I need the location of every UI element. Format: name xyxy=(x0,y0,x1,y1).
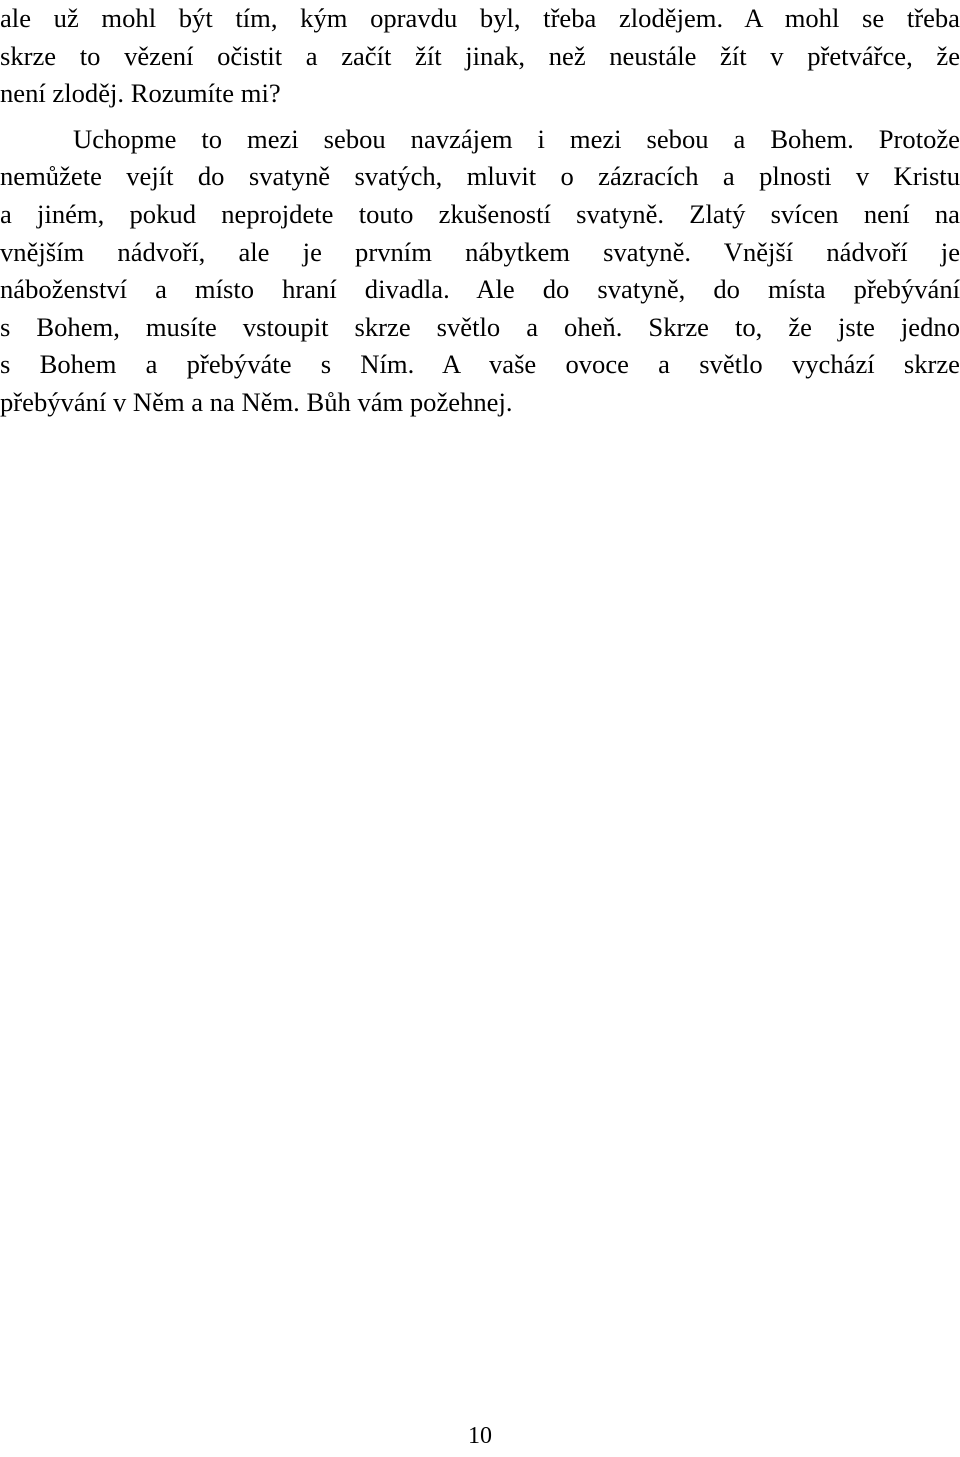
text-line: s Bohem, musíte vstoupit skrze světlo a oheň. Skrze to, že jste jedno xyxy=(0,311,960,342)
text-line: ale už mohl být tím, kým opravdu byl, třeba zlodějem. A mohl se třeba xyxy=(0,3,960,33)
paragraph-gap xyxy=(0,113,960,121)
text-line: a jiném, pokud neprojdete touto zkušeností svatyně. Zlatý svícen není na xyxy=(0,198,960,229)
text-line: skrze to vězení očistit a začít žít jinak, než neustále žít v přetvářce, že xyxy=(0,40,960,71)
page-text xyxy=(0,0,960,422)
text-line: Uchopme to mezi sebou navzájem i mezi sebou a Bohem. Protože xyxy=(73,123,960,154)
page-number: 10 xyxy=(468,1423,492,1449)
text-line: s Bohem a přebýváte s Ním. A vaše ovoce a světlo vychází skrze xyxy=(0,349,960,380)
paragraph-1 xyxy=(0,0,960,113)
text-line: náboženství a místo hraní divadla. Ale do svatyně, do místa přebývání xyxy=(0,274,960,305)
text-line: přebývání v Něm a na Něm. Bůh vám požehnej. xyxy=(0,386,513,417)
text-line: nemůžete vejít do svatyně svatých, mluvit o zázracích a plnosti v Kristu xyxy=(0,161,960,192)
text-line: vnějším nádvoří, ale je prvním nábytkem svatyně. Vnější nádvoří je xyxy=(0,236,960,267)
paragraph-2 xyxy=(0,121,960,422)
text-line: není zloděj. Rozumíte mi? xyxy=(0,78,281,109)
